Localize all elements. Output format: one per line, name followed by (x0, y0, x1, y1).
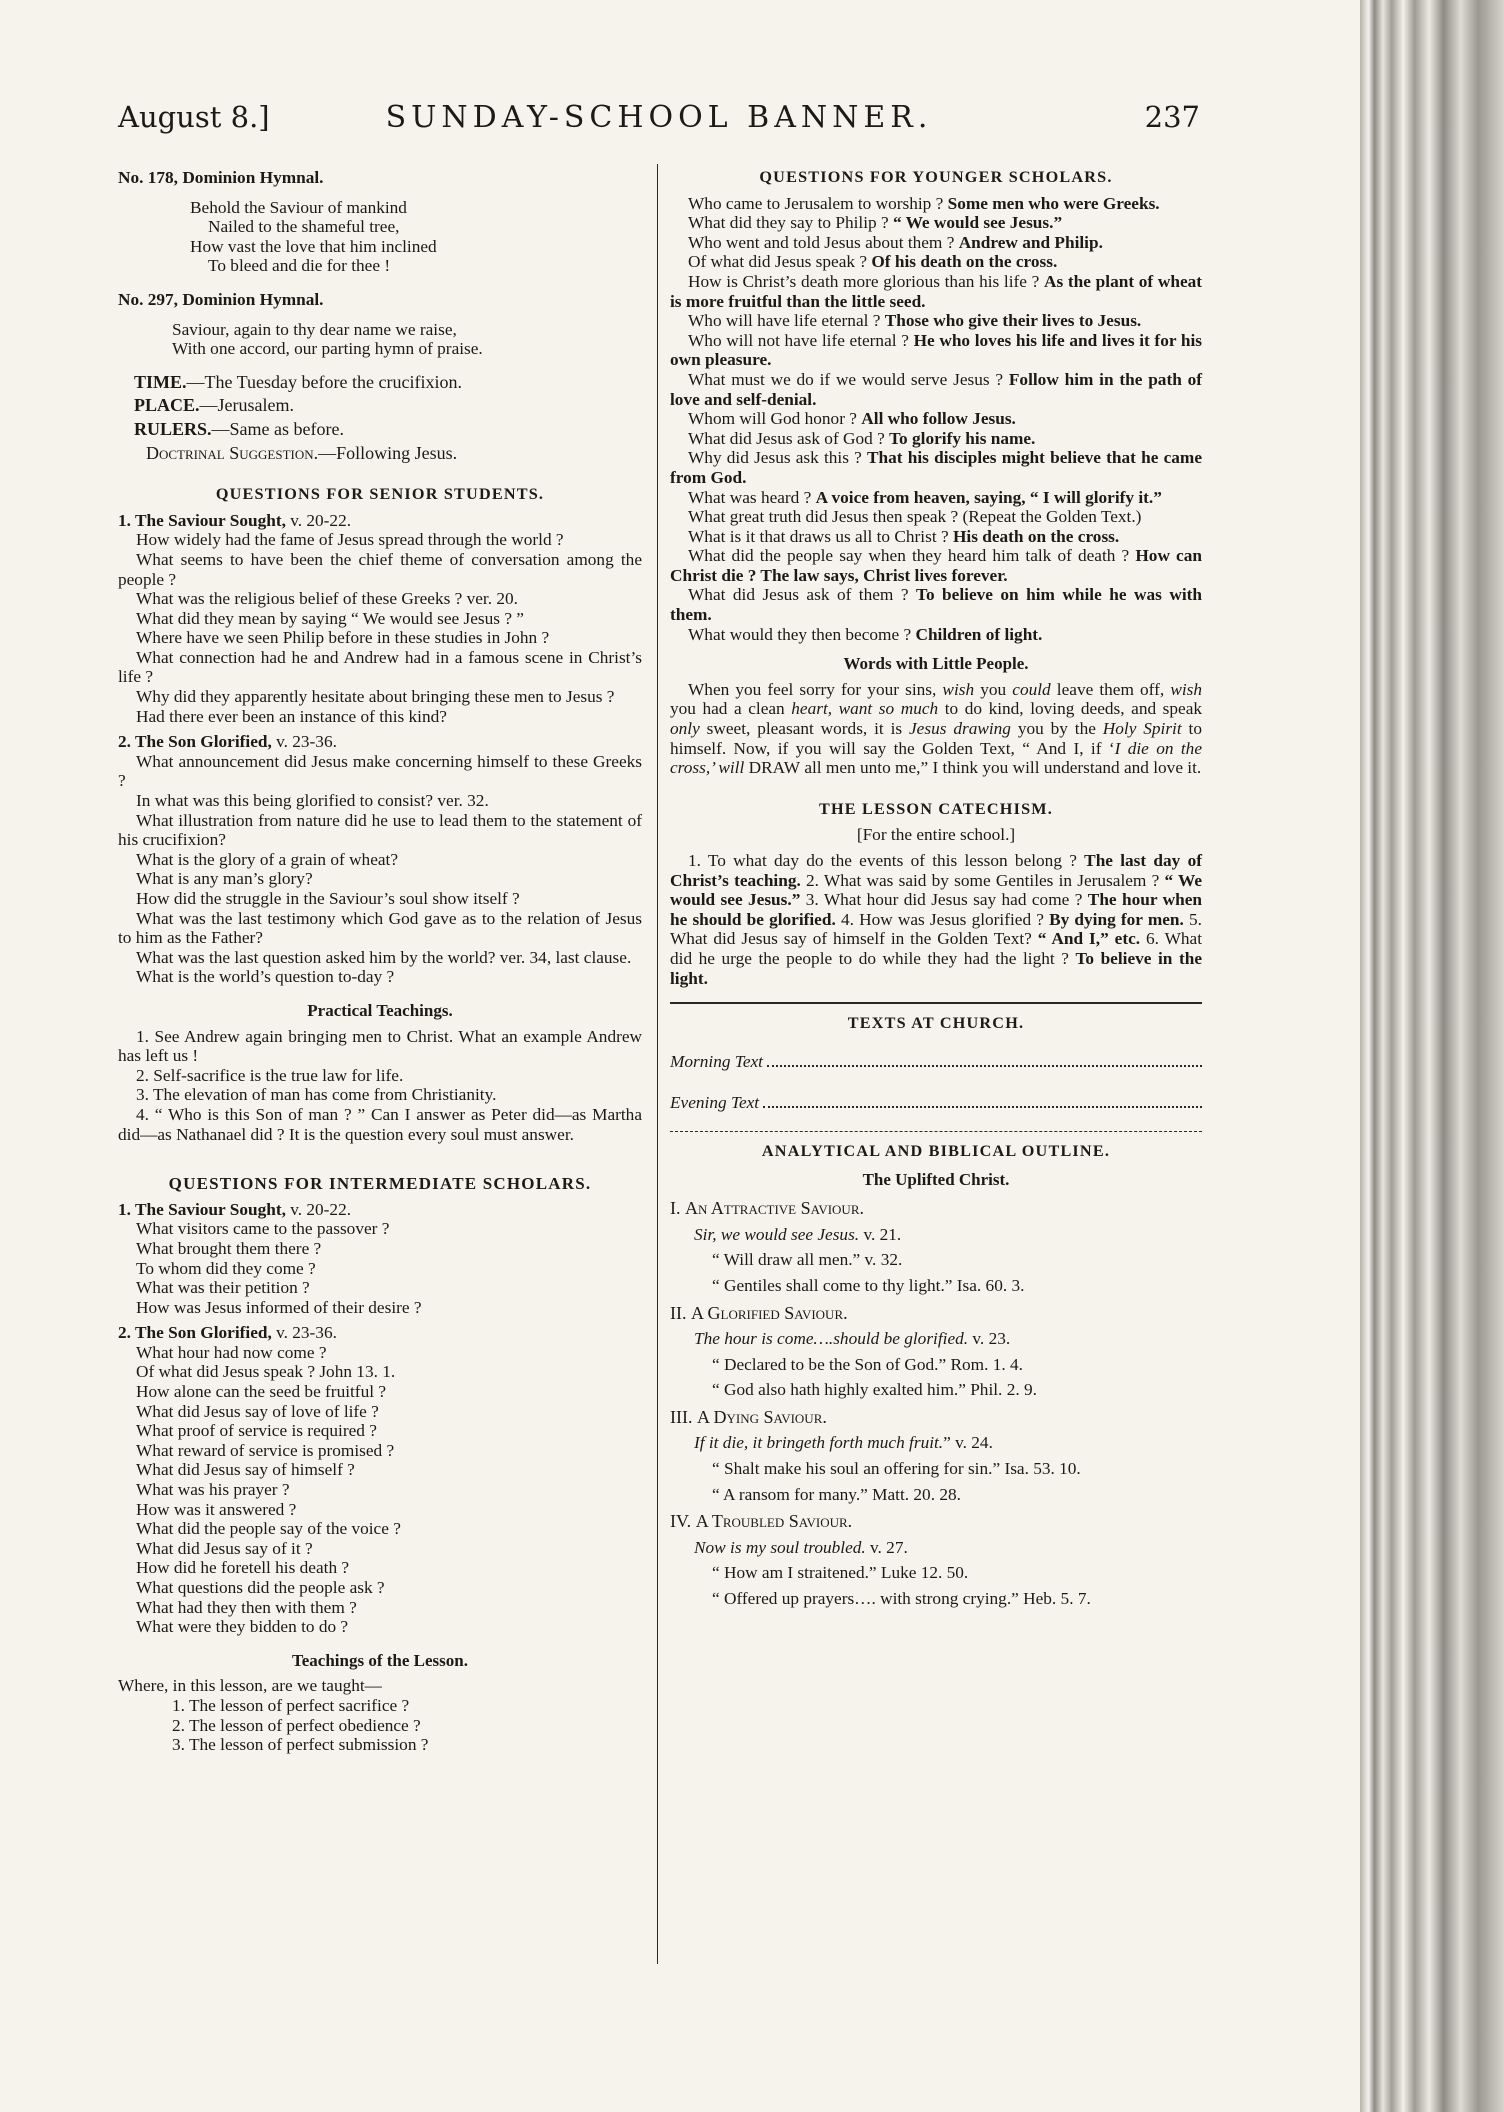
answer: “ We would see Jesus.” (892, 213, 1063, 233)
rulers-text: —Same as before. (211, 418, 344, 439)
question: Why did they apparently hesitate about bringing these men to Jesus ? (136, 687, 615, 707)
question: What would they then become ? (688, 624, 912, 644)
question: Who will not have life eternal ? (688, 330, 909, 350)
question: Why did Jesus ask this ? (688, 448, 862, 468)
question: How did the struggle in the Saviour’s soul show itself ? (136, 889, 520, 908)
rulers-label: RULERS. (134, 418, 212, 439)
qa-item (670, 233, 1202, 253)
verse-line: Behold the Saviour of mankind (190, 197, 407, 217)
catechism-paragraph: 1. To what day do the events of this lesson belong ? The last day of Christ’s teaching. 2. What was said by some Gentiles in Jerusalem ? “ We would see Jesus.” 3. What hour did Jesus say had come ? The hour when he should be glorified. 4. How was Jesus glorified ? By dying for men. 5. What did Jesus say of himself in the Golden Text? “ And I,” etc. 6. What did he urge the people to do while they had the light ? To believe in the light. (670, 851, 1203, 988)
question: What was heard ? (688, 487, 812, 507)
question: What hour had now come ? (136, 1342, 327, 1362)
question: What is the world’s question to-day ? (136, 967, 395, 987)
right-column (670, 168, 1202, 1609)
qa-item (670, 252, 1202, 272)
question: What seems to have been the chief theme of conversation among the people ? (118, 549, 642, 589)
qa-item (670, 625, 1202, 645)
time-line (134, 373, 642, 393)
question: Who went and told Jesus about them ? (688, 232, 955, 252)
question: How alone can the seed be fruitful ? (136, 1382, 386, 1402)
fill-in-line (763, 1105, 1202, 1108)
answer: Some men who were Greeks. (947, 193, 1160, 213)
list-item: 2. The lesson of perfect obedience ? (172, 1715, 421, 1735)
time-text: —The Tuesday before the crucifixion. (186, 371, 462, 392)
section-heading: ANALYTICAL AND BIBLICAL OUTLINE. (761, 1141, 1111, 1160)
evening-text-label: Evening Text (670, 1093, 760, 1113)
qa-item (670, 311, 1202, 331)
outline-reference: “ A ransom for many.” Matt. 20. 28. (712, 1484, 961, 1504)
qa-item (670, 488, 1202, 508)
question: What did Jesus say of love of life ? (136, 1401, 379, 1421)
outline-heading: IV. A Troubled Saviour. (670, 1511, 853, 1532)
left-column (118, 168, 642, 1755)
answer: He who loves his life and lives it for his own pleasure. (670, 330, 1202, 370)
doctrinal-line (134, 444, 642, 464)
answer: That his disciples might believe that he came from God. (670, 448, 1202, 487)
running-header (118, 100, 1200, 144)
place-text: —Jerusalem. (199, 395, 294, 416)
question: What announcement did Jesus make concerning himself to these Greeks ? (118, 751, 642, 791)
answer: His death on the cross. (952, 526, 1120, 546)
subsection-title: 2. The Son Glorified, v. 23-36. (118, 1323, 337, 1343)
question: Who will have life eternal ? (688, 311, 881, 331)
hymn-reference: No. 178, Dominion Hymnal. (118, 168, 324, 187)
question: Where have we seen Philip before in these studies in John ? (136, 628, 550, 648)
question: What was their petition ? (136, 1278, 310, 1298)
list-item: 1. The lesson of perfect sacrifice ? (172, 1695, 410, 1715)
question: Of what did Jesus speak ? John 13. 1. (136, 1362, 396, 1382)
section-heading: THE LESSON CATECHISM. (818, 799, 1054, 818)
subsection-title: 2. The Son Glorified, v. 23-36. (118, 732, 337, 752)
qa-item (670, 585, 1202, 624)
answer: To believe on him while he was with them. (670, 585, 1202, 625)
qa-item (670, 448, 1202, 487)
question: What did Jesus say of it ? (136, 1538, 313, 1558)
publication-title: SUNDAY-SCHOOL BANNER. (385, 100, 933, 135)
qa-item (670, 272, 1202, 311)
answer: Andrew and Philip. (958, 232, 1103, 252)
question-list (118, 530, 642, 726)
question: What did the people say when they heard him talk of death ? (688, 546, 1130, 566)
qa-item (670, 213, 1202, 233)
outline-key-text: The hour is come….should be glorified. v. 23. (694, 1329, 1011, 1349)
place-line (134, 396, 642, 416)
divider (670, 1131, 1202, 1132)
page-number: 237 (1144, 100, 1200, 134)
outline-reference: “ Offered up prayers…. with strong crying.” Heb. 5. 7. (712, 1589, 1091, 1609)
answer: All who follow Jesus. (861, 409, 1016, 429)
question: What is any man’s glory? (136, 869, 313, 889)
section-heading: TEXTS AT CHURCH. (847, 1014, 1025, 1033)
question-list (118, 1343, 642, 1637)
outline-section (670, 1199, 1202, 1295)
list-item: 2. Self-sacrifice is the true law for life. (136, 1065, 404, 1085)
question: What brought them there ? (136, 1238, 322, 1258)
question: What did they mean by saying “ We would see Jesus ? ” (136, 608, 524, 628)
list-item: 1. See Andrew again bringing men to Christ. What an example Andrew has left us ! (118, 1026, 642, 1066)
book-page-edges (1360, 0, 1504, 2112)
practical-list (118, 1027, 642, 1145)
time-label: TIME. (134, 371, 187, 392)
outline-reference: “ Gentiles shall come to thy light.” Isa. 60. 3. (712, 1275, 1025, 1295)
column-divider (657, 164, 658, 1964)
outline-section (670, 1512, 1202, 1608)
question: What was the last question asked him by the world? ver. 34, last clause. (136, 947, 632, 967)
hymn-reference: No. 297, Dominion Hymnal. (118, 289, 324, 309)
qa-item (670, 194, 1202, 214)
section-heading: Practical Teachings. (307, 1000, 453, 1020)
question: How is Christ’s death more glorious than his life ? (688, 271, 1040, 291)
question: What did Jesus ask of them ? (688, 585, 909, 605)
outline-reference: “ God also hath highly exalted him.” Phil. 2. 9. (712, 1380, 1037, 1400)
qa-item (670, 429, 1202, 449)
outline-key-text: Sir, we would see Jesus. v. 21. (694, 1224, 902, 1244)
answer: A voice from heaven, saying, “ I will glorify it.” (815, 487, 1162, 507)
divider (670, 1002, 1202, 1004)
question: What was the last testimony which God gave as to the relation of Jesus to him as the Father? (118, 908, 642, 948)
outline-heading: II. A Glorified Saviour. (670, 1302, 848, 1323)
rulers-line (134, 420, 642, 440)
issue-date: August 8.] (118, 100, 270, 134)
outline-key-text: If it die, it bringeth forth much fruit.” v. 24. (694, 1433, 993, 1453)
qa-item (670, 370, 1202, 409)
outline-heading: I. An Attractive Saviour. (670, 1198, 864, 1219)
qa-item (670, 507, 1202, 527)
section-heading: QUESTIONS FOR SENIOR STUDENTS. (215, 485, 545, 504)
question: Of what did Jesus speak ? (688, 252, 868, 272)
hymn-verse (118, 198, 642, 276)
words-paragraph: When you feel sorry for your sins, wish you could leave them off, wish you had a clean heart, want so much to do kind, loving deeds, and speak only sweet, pleasant words, it is Jesus drawing you by the Holy Spirit to himself. Now, if you will say the Golden Text, “ And I, if ‘I die on the cross,’ will DRAW all men unto me,” I think you will understand and love it. (670, 679, 1203, 778)
qa-list (670, 194, 1202, 645)
answer: Follow him in the path of love and self-denial. (670, 369, 1202, 409)
question: What connection had he and Andrew had in a famous scene in Christ’s life ? (118, 647, 642, 687)
question: What proof of service is required ? (136, 1421, 377, 1441)
question: What questions did the people ask ? (136, 1578, 385, 1597)
answer: Children of light. (915, 624, 1043, 644)
answer: How can Christ die ? The law says, Christ lives forever. (670, 546, 1202, 585)
morning-text-label: Morning Text (670, 1051, 763, 1071)
section-heading: QUESTIONS FOR YOUNGER SCHOLARS. (759, 168, 1113, 186)
question: Whom will God honor ? (688, 409, 857, 429)
outline-reference: “ Declared to be the Son of God.” Rom. 1. 4. (712, 1354, 1023, 1374)
question: What did Jesus say of himself ? (136, 1460, 355, 1480)
qa-item (670, 527, 1202, 547)
outline-section (670, 1408, 1202, 1504)
subsection-title: 1. The Saviour Sought, v. 20-22. (118, 1199, 352, 1219)
question: What illustration from nature did he use to lead them to the statement of his crucifixion? (118, 810, 642, 850)
answer: Of his death on the cross. (871, 252, 1058, 272)
teachings-intro: Where, in this lesson, are we taught— (118, 1676, 382, 1696)
verse-line: To bleed and die for thee ! (208, 256, 391, 276)
question-list (118, 1219, 642, 1317)
answer: To glorify his name. (889, 428, 1036, 448)
question: What was the religious belief of these Greeks ? ver. 20. (136, 589, 518, 609)
list-item: 4. “ Who is this Son of man ? ” Can I answer as Peter did—as Martha did—as Nathanael did ? It is the question every soul must answer. (118, 1104, 642, 1144)
question: What were they bidden to do ? (136, 1617, 349, 1637)
verse-line: With one accord, our parting hymn of praise. (172, 339, 483, 359)
question: In what was this being glorified to consist? ver. 32. (136, 791, 489, 811)
question: What is the glory of a grain of wheat? (136, 849, 399, 869)
outline-key-text: Now is my soul troubled. v. 27. (694, 1537, 908, 1557)
qa-item (670, 546, 1202, 585)
question: What did Jesus ask of God ? (688, 428, 885, 448)
answer: As the plant of wheat is more fruitful than the little seed. (670, 271, 1203, 311)
question: Who came to Jerusalem to worship ? (688, 193, 944, 213)
subsection-title: 1. The Saviour Sought, v. 20-22. (118, 510, 352, 530)
question: Had there ever been an instance of this kind? (136, 706, 447, 726)
qa-item (670, 331, 1202, 370)
doctrinal-text: —Following Jesus. (318, 442, 458, 463)
verse-line: Saviour, again to thy dear name we raise, (172, 319, 457, 339)
list-item: 3. The lesson of perfect submission ? (172, 1735, 429, 1755)
verse-line: How vast the love that him inclined (190, 236, 437, 256)
question: What did they say to Philip ? (688, 213, 889, 233)
section-heading: Words with Little People. (843, 654, 1029, 674)
doctrinal-label: Doctrinal Suggestion. (146, 442, 319, 463)
question: What reward of service is promised ? (136, 1440, 395, 1460)
question: How widely had the fame of Jesus spread through the world ? (136, 530, 564, 550)
outline-heading: III. A Dying Saviour. (670, 1406, 827, 1427)
hymn-verse (118, 320, 642, 359)
outline-reference: “ Shalt make his soul an offering for sin.” Isa. 53. 10. (712, 1459, 1081, 1479)
question: What great truth did Jesus then speak ? (Repeat the Golden Text.) (688, 507, 1142, 527)
section-heading: QUESTIONS FOR INTERMEDIATE SCHOLARS. (168, 1174, 592, 1194)
question: How was it answered ? (136, 1499, 297, 1519)
question: What was his prayer ? (136, 1480, 290, 1500)
outline-subtitle: The Uplifted Christ. (862, 1169, 1010, 1189)
question: To whom did they come ? (136, 1258, 316, 1278)
place-label: PLACE. (134, 395, 200, 416)
question: How did he foretell his death ? (136, 1558, 350, 1578)
outline-reference: “ How am I straitened.” Luke 12. 50. (712, 1563, 969, 1583)
question: How was Jesus informed of their desire ? (136, 1297, 422, 1317)
teachings-list (118, 1696, 642, 1755)
outline-reference: “ Will draw all men.” v. 32. (712, 1250, 903, 1270)
list-item: 3. The elevation of man has come from Christianity. (136, 1085, 497, 1105)
lesson-facts (118, 373, 642, 463)
question: What had they then with them ? (136, 1597, 357, 1617)
evening-text-line (670, 1093, 1202, 1113)
question-list (118, 752, 642, 987)
question: What is it that draws us all to Christ ? (688, 526, 949, 546)
question: What must we do if we would serve Jesus ? (688, 369, 1004, 389)
section-heading: Teachings of the Lesson. (291, 1650, 468, 1670)
fill-in-line (767, 1064, 1202, 1067)
morning-text-line (670, 1052, 1202, 1072)
verse-line: Nailed to the shameful tree, (208, 217, 400, 237)
qa-item (670, 409, 1202, 429)
outline-section (670, 1304, 1202, 1400)
question: What did the people say of the voice ? (136, 1519, 401, 1539)
answer: Those who give their lives to Jesus. (884, 311, 1142, 331)
catechism-subtitle: [For the entire school.] (856, 825, 1016, 845)
question: What visitors came to the passover ? (136, 1219, 390, 1239)
